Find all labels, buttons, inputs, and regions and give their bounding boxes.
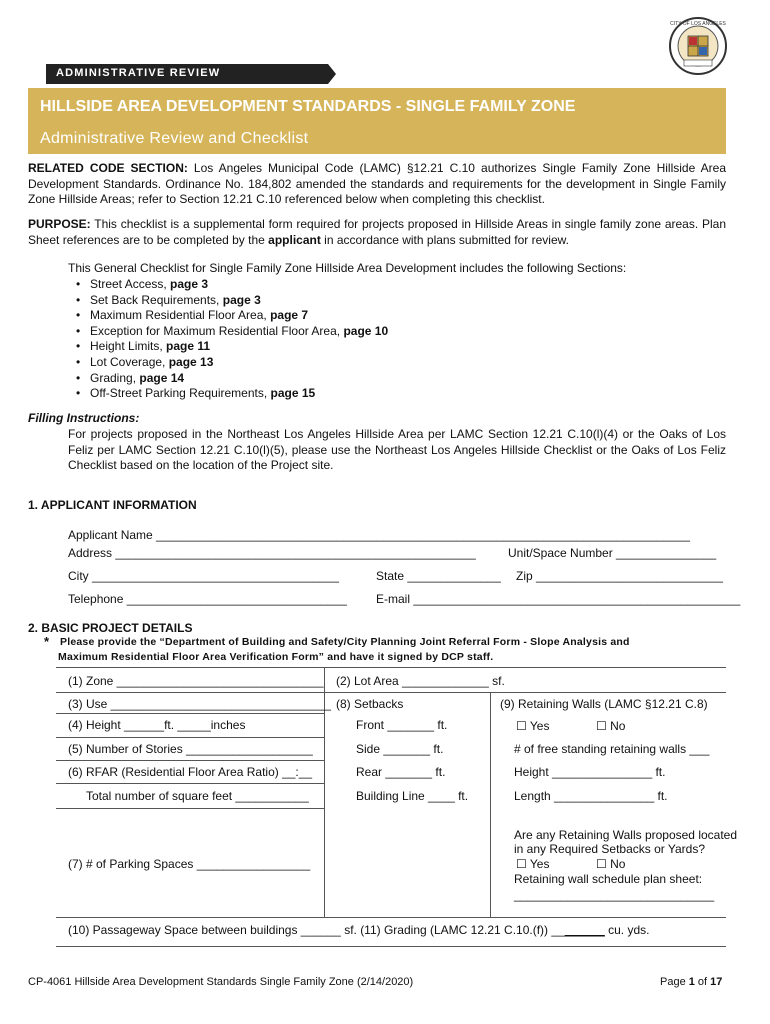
related-code-section (28, 161, 726, 208)
total-sqft-field[interactable]: Total number of square feet ___________ (86, 789, 309, 803)
state-field[interactable]: State ______________ (376, 569, 501, 583)
city-field[interactable]: City _____________________________________ (68, 569, 339, 583)
checkbox-icon[interactable]: ☐ (596, 857, 607, 871)
city-seal-logo (668, 16, 728, 76)
svg-text:CITY OF LOS ANGELES: CITY OF LOS ANGELES (670, 21, 726, 27)
filling-heading: Filling Instructions: (28, 411, 140, 425)
setback-question-line-2: in any Required Setbacks or Yards? (514, 842, 705, 856)
section-name: Height Limits, (90, 339, 167, 354)
section-list-item (70, 277, 388, 293)
building-line-field[interactable]: Building Line ____ ft. (356, 789, 469, 803)
wall-length-field[interactable]: Length _______________ ft. (514, 789, 668, 803)
section-name: Set Back Requirements, (90, 292, 223, 307)
telephone-field[interactable]: Telephone _________________________________ (68, 592, 347, 606)
walls-no-option[interactable] (596, 719, 625, 733)
footer-page-number (660, 976, 722, 988)
page-subtitle: Administrative Review and Checklist (40, 130, 309, 147)
filling-text: For projects proposed in the Northeast Los Angeles Hillside Area per LAMC Section 12.21 C.10(l)(4) or the Oaks of Los Feliz per LAMC Section 12.21 C.10(l)(5), please use the Northeast Los Angeles Hillside Checklist or the Oaks of Los Feliz Checklist based on the location of the Project site. (68, 427, 726, 472)
related-code-label: RELATED CODE SECTION: (28, 161, 188, 175)
table-row-line (56, 760, 324, 761)
table-row-line (56, 713, 324, 714)
walls-no-label: No (610, 719, 626, 733)
table-row-line (56, 783, 324, 784)
rfar-field[interactable]: (6) RFAR (Residential Floor Area Ratio) __:__ (68, 765, 313, 779)
setback-question-line-1: Are any Retaining Walls proposed located (514, 828, 738, 842)
setbacks-label: (8) Setbacks (336, 697, 404, 711)
section-page: page 13 (168, 354, 214, 369)
table-top-line (56, 667, 726, 668)
page-label: Page (660, 976, 689, 988)
related-code-text: Los Angeles Municipal Code (LAMC) §12.21 C.10 authorizes Single Family Zone Hillside Area Development Standards. Ordinance No. 184,802 amended the standards and requirements for the development in Single Family Zone Hillside Areas; refer to Section 12.21 C.10 referenced below when completing this checklist. (28, 161, 727, 206)
section-page: page 15 (270, 386, 316, 401)
height-field[interactable]: (4) Height ______ft. _____inches (68, 718, 246, 732)
table-row-line (56, 737, 324, 738)
table-row-line (56, 692, 726, 693)
zip-field[interactable]: Zip ____________________________ (516, 569, 723, 583)
front-setback-field[interactable]: Front _______ ft. (356, 718, 448, 732)
purpose-text-a: This checklist is a supplemental form required for projects proposed in Hillside Areas in single family zone areas. Plan Sheet references are to be completed by the (28, 217, 726, 247)
section-page: page 3 (222, 292, 261, 307)
purpose-label: PURPOSE: (28, 217, 91, 231)
passageway-text: (10) Passageway Space between buildings ______ sf. (11) Grading (LAMC 12.21 C.10.(f)) __ (68, 923, 565, 937)
grading-blank[interactable]: ______ (564, 923, 605, 937)
note-line-2: Maximum Residential Floor Area Verification Form” and have it signed by DCP staff. (58, 651, 494, 663)
section-name: Street Access, (90, 277, 171, 291)
footer-form-id: CP-4061 Hillside Area Development Standards Single Family Zone (2/14/2020) (28, 976, 414, 988)
table-bottom-line (56, 946, 726, 947)
grading-unit: cu. yds. (604, 923, 650, 937)
purpose-text-b: in accordance with plans submitted for review. (320, 232, 569, 247)
banner-label: ADMINISTRATIVE REVIEW (56, 67, 221, 79)
section-page: page 14 (139, 370, 185, 385)
note-star: * (44, 634, 50, 649)
wall-height-field[interactable]: Height _______________ ft. (514, 765, 666, 779)
schedule-label: Retaining wall schedule plan sheet: (514, 872, 703, 886)
applicant-heading: 1. APPLICANT INFORMATION (28, 498, 197, 512)
stories-field[interactable]: (5) Number of Stories ___________________ (68, 742, 313, 756)
section-name: Maximum Residential Floor Area, (90, 308, 271, 323)
walls-yes-option[interactable] (516, 719, 549, 733)
schedule-field[interactable]: ______________________________ (514, 888, 715, 902)
setback-no-label: No (610, 857, 626, 871)
rear-setback-field[interactable]: Rear _______ ft. (356, 765, 446, 779)
checkbox-icon[interactable]: ☐ (516, 857, 527, 871)
zone-field[interactable]: (1) Zone _______________________________ (68, 674, 324, 688)
sections-intro: This General Checklist for Single Family Zone Hillside Area Development includes the following Sections: (68, 261, 627, 275)
address-field[interactable]: Address ______________________________________________________ (68, 546, 476, 560)
note-line-1: Please provide the “Department of Building and Safety/City Planning Joint Referral Form - Slope Analysis and (60, 636, 630, 648)
section-list-item (70, 324, 388, 340)
section-page: page 10 (343, 323, 389, 338)
page-total: 17 (710, 976, 723, 988)
section-name: Grading, (90, 370, 140, 385)
section-page: page 7 (270, 308, 309, 323)
parking-field[interactable]: (7) # of Parking Spaces _________________ (68, 857, 311, 871)
section-list-item (70, 339, 388, 355)
setback-no-option[interactable] (596, 857, 625, 871)
page-num: 1 (688, 976, 695, 988)
table-col-line (490, 692, 491, 917)
section-page: page 11 (166, 339, 211, 354)
section-name: Lot Coverage, (90, 354, 169, 369)
email-field[interactable]: E-mail _________________________________________________ (376, 592, 741, 606)
page-of: of (694, 976, 711, 988)
purpose-bold: applicant (268, 232, 321, 247)
lot-area-field[interactable]: (2) Lot Area _____________ sf. (336, 674, 505, 688)
checkbox-icon[interactable]: ☐ (516, 719, 527, 733)
use-field[interactable]: (3) Use _________________________________ (68, 697, 331, 711)
section-name: Off-Street Parking Requirements, (90, 386, 271, 401)
unit-field[interactable]: Unit/Space Number _______________ (508, 546, 717, 560)
purpose-section (28, 217, 726, 248)
page-title: HILLSIDE AREA DEVELOPMENT STANDARDS - SINGLE FAMILY ZONE (40, 98, 576, 115)
walls-yes-label: Yes (529, 719, 550, 733)
section-list-item (70, 293, 388, 309)
table-row-line (56, 808, 324, 809)
applicant-name-field[interactable]: Applicant Name ________________________________________________________________________________ (68, 528, 690, 542)
project-heading: 2. BASIC PROJECT DETAILS (28, 621, 193, 635)
setback-yes-label: Yes (529, 857, 550, 871)
section-name: Exception for Maximum Residential Floor Area, (90, 323, 344, 338)
section-list-item (70, 371, 388, 387)
free-standing-walls-field[interactable]: # of free standing retaining walls ___ (514, 742, 710, 756)
checkbox-icon[interactable]: ☐ (596, 719, 607, 733)
setback-yes-option[interactable] (516, 857, 549, 871)
table-row-line (56, 917, 726, 918)
side-setback-field[interactable]: Side _______ ft. (356, 742, 444, 756)
section-list-item (70, 308, 388, 324)
sections-list (70, 277, 388, 402)
section-list-item (70, 386, 388, 402)
retaining-walls-label: (9) Retaining Walls (LAMC §12.21 C.8) (500, 697, 708, 711)
passageway-grading-row[interactable] (68, 923, 649, 937)
section-list-item (70, 355, 388, 371)
section-page: page 3 (170, 277, 209, 291)
